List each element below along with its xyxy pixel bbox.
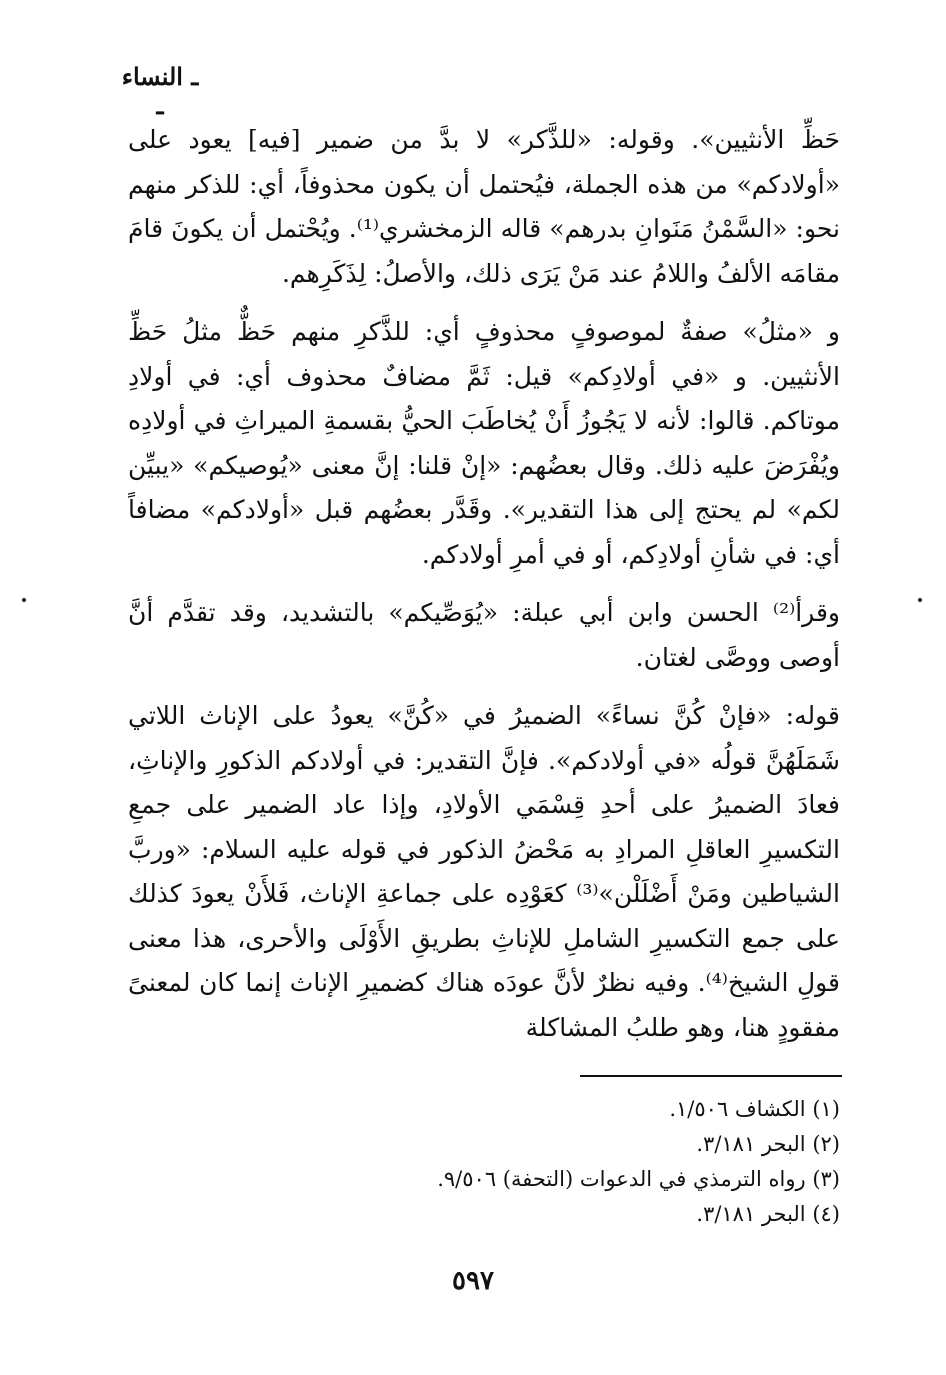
- footnote-separator: [580, 1075, 842, 1077]
- paragraph-2: و «مثلُ» صفةٌ لموصوفٍ محذوفٍ أي: للذَّكرِ منهم حَظٌّ مثلُ حَظِّ الأنثيين. و «في أولادِكم» قيل: ثَمَّ مضافٌ محذوف أي: في أولادِ موتاكم. قالوا: لأنه لا يَجُوزُ أَنْ يُخاطَبَ الحيُّ بقسمةِ الميراثِ في أولادِه ويُفْرَضَ عليه ذلك. وقال بعضُهم: «إنْ قلنا: إنَّ معنى «يُوصيكم» «يبيِّن لكم» لم يحتج إلى هذا التقدير». وقَدَّر بعضُهم قبل «أولادكم» مضافاً أي: في شأنِ أولادِكم، أو في أمرِ أولادكم.: [128, 317, 840, 569]
- footnote-3: (٣) رواه الترمذي في الدعوات (التحفة) ٩/٥٠٦.: [437, 1167, 840, 1191]
- paragraph-4: قوله: «فإنْ كُنَّ نساءً» الضميرُ في «كُنَّ» يعودُ على الإناث اللاتي شَمَلَهُنَّ قولُه «في أولادكم». فإنَّ التقدير: في أولادكم الذكورِ والإناثِ، فعادَ الضميرُ على أحدِ قِسْمَي الأولادِ، وإذا عاد الضمير على جمعِ التكسيرِ العاقلِ المرادِ به مَحْضُ الذكور في قوله عليه السلام: «وربَّ الشياطين ومَنْ أَضْلَلْن»⁽³⁾ كعَوْدِه على جماعةِ الإناث، فَلأَنْ يعودَ كذلك على جمع التكسيرِ الشاملِ للإناثِ بطريقِ الأَوْلَى والأحرى، هذا معنى قولِ الشيخ⁽⁴⁾. وفيه نظرٌ لأنَّ عودَه هناك كضميرِ الإناث إنما كان لمعنىً مفقودٍ هنا، وهو طلبُ المشاكلة: [128, 701, 840, 1042]
- footnote-4: (٤) البحر ٣/١٨١.: [696, 1202, 840, 1226]
- scan-speck: [918, 598, 922, 602]
- footnote-2: (٢) البحر ٣/١٨١.: [696, 1132, 840, 1156]
- paragraph-3: وقرأ⁽²⁾ الحسن وابن أبي عبلة: «يُوَصِّيكم» بالتشديد، وقد تقدَّم أنَّ أوصى ووصَّى لغتان.: [128, 598, 840, 672]
- page-number: ٥٩٧: [452, 1266, 494, 1296]
- running-header: ـ النساء ـ: [121, 62, 199, 120]
- main-text: [128, 118, 840, 1050]
- footnotes: [300, 1092, 840, 1232]
- paragraph-1: حَظِّ الأنثيين». وقوله: «للذَّكر» لا بدَّ من ضمير [فيه] يعود على «أولادكم» من هذه الجملة، فيُحتمل أن يكون محذوفاً، أي: للذكر منهم نحو: «السَّمْنُ مَنَوانِ بدرهم» قاله الزمخشري⁽¹⁾. ويُحْتمل أن يكونَ قامَ مقامَه الألفُ واللامُ عند مَنْ يَرَى ذلك، والأصلُ: لِذَكَرِهم.: [128, 125, 840, 288]
- footnote-1: (١) الكشاف ١/٥٠٦.: [669, 1097, 840, 1121]
- scan-speck: [22, 598, 26, 602]
